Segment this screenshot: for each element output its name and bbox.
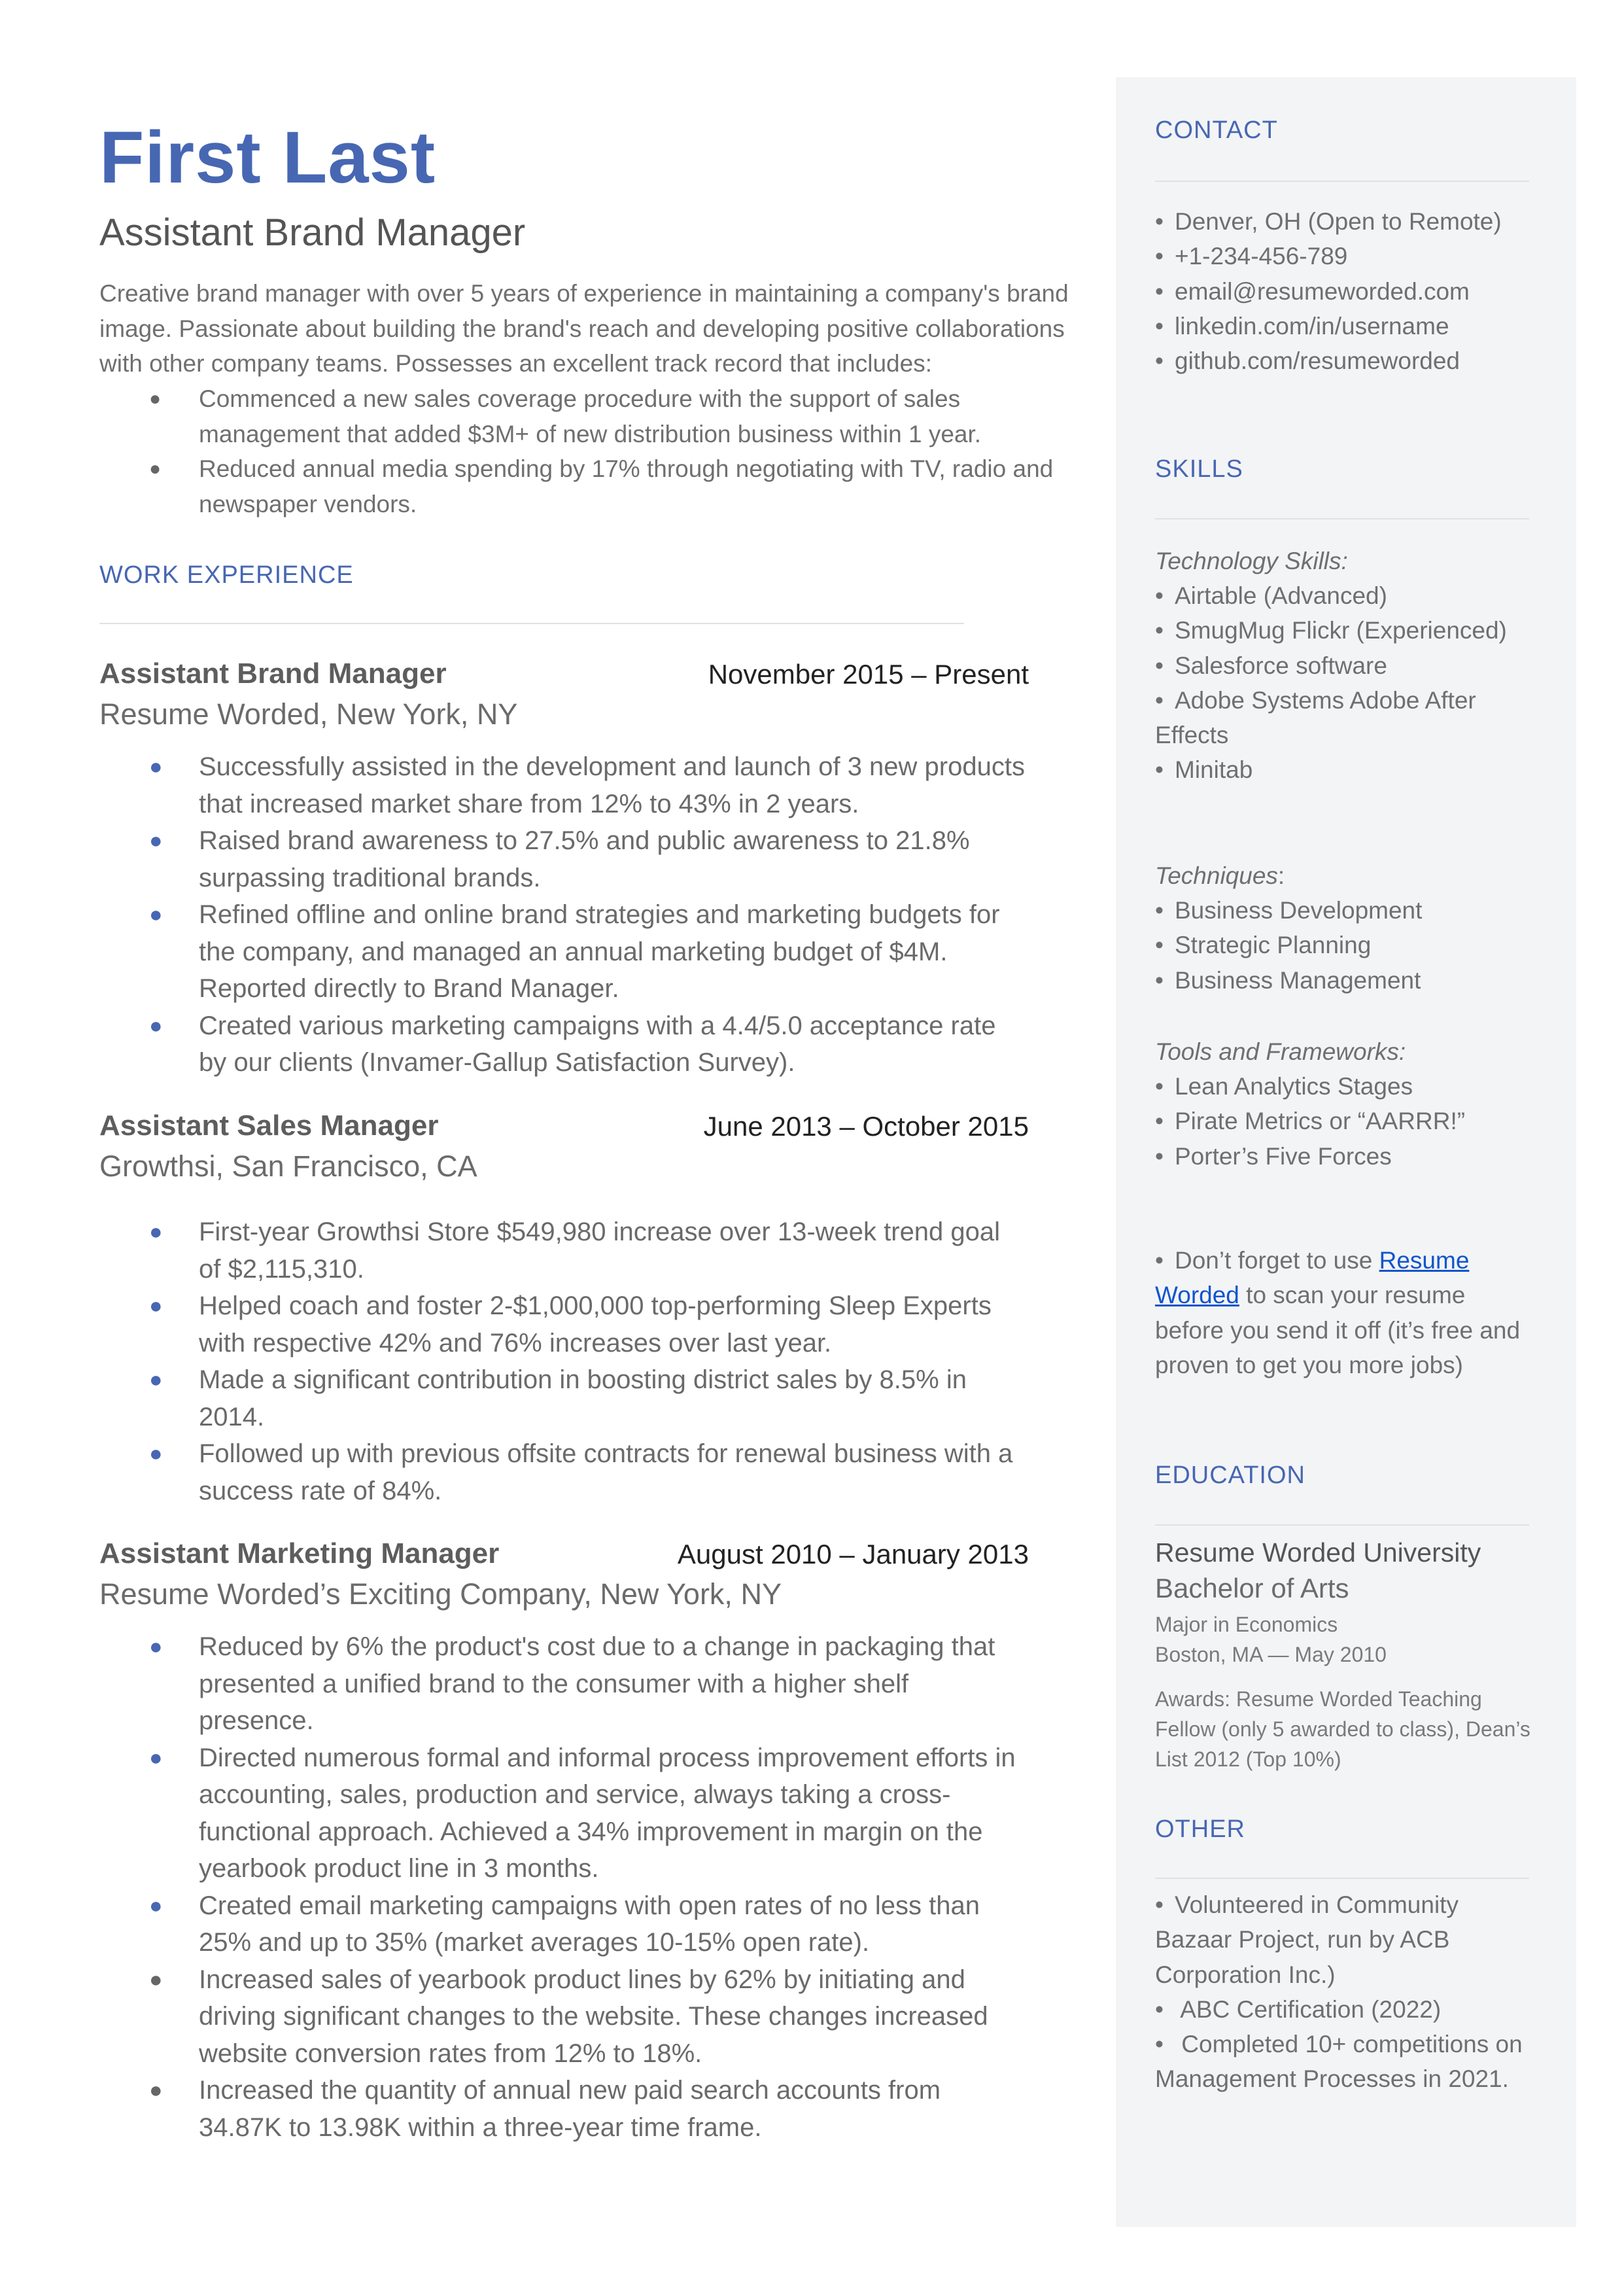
skill-item: • Business Management	[1155, 963, 1547, 998]
job-bullets	[99, 1214, 1028, 1509]
skill-item: • SmugMug Flickr (Experienced)	[1155, 613, 1547, 648]
job-bullet: ● Raised brand awareness to 27.5% and public awareness to 21.8% surpassing traditional brands.	[99, 822, 1028, 896]
job-company: Growthsi, San Francisco, CA	[99, 1149, 477, 1183]
contact-heading: CONTACT	[1155, 116, 1278, 144]
bullet-icon: •	[1155, 277, 1164, 305]
bullet-icon: ●	[149, 388, 162, 410]
bullet-icon: ●	[149, 1967, 163, 1992]
job-bullet: ● Created various marketing campaigns with a 4.4/5.0 acceptance rate by our clients (Invamer-Gallup Satisfaction Survey).	[99, 1007, 1028, 1081]
bullet-icon: •	[1155, 966, 1164, 994]
bullet-icon: •	[1155, 932, 1164, 959]
bullet-icon: •	[1155, 1142, 1164, 1170]
job-bullet: ● Reduced by 6% the product's cost due to a change in packaging that presented a unified brand to the consumer with a higher shelf presence.	[99, 1628, 1028, 1740]
tools-label: Tools and Frameworks:	[1155, 1038, 1406, 1065]
education-heading: EDUCATION	[1155, 1462, 1305, 1489]
bullet-icon: •	[1155, 652, 1164, 679]
skill-item: • Airtable (Advanced)	[1155, 578, 1547, 613]
contact-email[interactable]: • email@resumeworded.com	[1155, 274, 1547, 309]
bullet-icon: •	[1155, 243, 1164, 270]
job-title: Assistant Sales Manager	[99, 1110, 439, 1142]
education-awards: Awards: Resume Worded Teaching Fellow (only 5 awarded to class), Dean’s List 2012 (Top 10%)	[1155, 1687, 1530, 1771]
bullet-icon: •	[1155, 1108, 1164, 1135]
skill-item: • Business Development	[1155, 893, 1547, 928]
tools-list	[1155, 1069, 1547, 1174]
skill-item: • Strategic Planning	[1155, 928, 1547, 962]
section-divider	[1155, 181, 1529, 182]
job-bullets	[99, 748, 1028, 1081]
contact-location: • Denver, OH (Open to Remote)	[1155, 204, 1547, 239]
other-item: • Completed 10+ competitions on Management Processes in 2021.	[1155, 2027, 1534, 2097]
bullet-icon: •	[1155, 756, 1164, 784]
section-divider	[99, 623, 964, 624]
bullet-icon: ●	[149, 754, 163, 779]
work-experience-heading: WORK EXPERIENCE	[99, 561, 354, 589]
skill-item: • Pirate Metrics or “AARRR!”	[1155, 1104, 1547, 1138]
techniques-list	[1155, 893, 1547, 998]
bullet-icon: ●	[149, 1013, 163, 1038]
summary-highlight: ● Reduced annual media spending by 17% through negotiating with TV, radio and newspaper vendors.	[99, 451, 1080, 521]
education-school: Resume Worded University	[1155, 1537, 1481, 1568]
job-bullet: ● Created email marketing campaigns with open rates of no less than 25% and up to 35% (market averages 10-15% open rate).	[99, 1887, 1028, 1961]
section-divider	[1155, 1878, 1529, 1879]
job-bullet: ● Directed numerous formal and informal process improvement efforts in accounting, sales, production and service, always taking a cross-functional approach. Achieved a 34% improvement in margin on the yearbook product line in 3 months.	[99, 1740, 1028, 1887]
summary-highlight: ● Commenced a new sales coverage procedure with the support of sales management that added $3M+ of new distribution business within 1 year.	[99, 381, 1080, 451]
bullet-icon: ●	[149, 2078, 163, 2103]
bullet-icon: •	[1155, 686, 1164, 714]
bullet-icon: •	[1155, 1247, 1164, 1274]
contact-linkedin[interactable]: • linkedin.com/in/username	[1155, 309, 1547, 343]
skills-heading: SKILLS	[1155, 455, 1243, 483]
other-heading: OTHER	[1155, 1815, 1245, 1843]
bullet-icon: •	[1155, 1995, 1164, 2023]
job-bullets	[99, 1628, 1028, 2146]
resume-worded-link[interactable]: Resume Worded	[1155, 1247, 1470, 1309]
other-item: • Volunteered in Community Bazaar Project, run by ACB Corporation Inc.)	[1155, 1887, 1534, 1992]
contact-github[interactable]: • github.com/resumeworded	[1155, 343, 1547, 378]
bullet-icon: •	[1155, 347, 1164, 375]
skill-item: • Porter’s Five Forces	[1155, 1139, 1547, 1174]
tech-skills-list	[1155, 578, 1547, 788]
bullet-icon: •	[1155, 208, 1164, 235]
skill-item: • Adobe Systems Adobe After Effects	[1155, 683, 1521, 753]
job-bullet: ● Followed up with previous offsite contracts for renewal business with a success rate of 84%.	[99, 1435, 1028, 1509]
candidate-role: Assistant Brand Manager	[99, 211, 526, 254]
bullet-icon: ●	[149, 1441, 163, 1466]
bullet-icon: •	[1155, 582, 1164, 609]
bullet-icon: ●	[149, 1745, 163, 1770]
bullet-icon: ●	[149, 1367, 163, 1392]
contact-phone: • +1-234-456-789	[1155, 239, 1547, 273]
bullet-icon: •	[1155, 897, 1164, 924]
job-bullet: ● Increased sales of yearbook product lines by 62% by initiating and driving significant changes to the website. These changes increased website conversion rates from 12% to 18%.	[99, 1961, 1028, 2073]
bullet-icon: •	[1155, 1073, 1164, 1100]
job-title: Assistant Marketing Manager	[99, 1537, 500, 1569]
tech-skills-label: Technology Skills:	[1155, 548, 1348, 574]
bullet-icon: ●	[149, 458, 162, 480]
bullet-icon: ●	[149, 902, 163, 927]
bullet-icon: ●	[149, 1219, 163, 1244]
job-bullet: ● Made a significant contribution in boosting district sales by 8.5% in 2014.	[99, 1361, 1028, 1435]
job-dates: June 2013 – October 2015	[703, 1111, 1029, 1142]
job-title: Assistant Brand Manager	[99, 657, 447, 690]
summary-text: Creative brand manager with over 5 years of experience in maintaining a company's brand image. Passionate about building the brand's reach and developing positive collaborations with other company teams. Possesses an excellent track record that includes:	[99, 280, 1069, 377]
job-bullet: ● Successfully assisted in the development and launch of 3 new products that increased market share from 12% to 43% in 2 years.	[99, 748, 1028, 822]
section-divider	[1155, 518, 1529, 519]
job-company: Resume Worded, New York, NY	[99, 697, 518, 731]
summary-highlights	[99, 381, 1080, 521]
education-degree: Bachelor of Arts	[1155, 1573, 1349, 1603]
bullet-icon: ●	[149, 1293, 163, 1318]
job-dates: August 2010 – January 2013	[677, 1539, 1029, 1569]
section-divider	[1155, 1524, 1529, 1526]
techniques-label: Techniques:	[1155, 862, 1285, 889]
skill-item: • Lean Analytics Stages	[1155, 1069, 1547, 1104]
skill-item: • Minitab	[1155, 752, 1547, 787]
bullet-icon: ●	[149, 828, 163, 853]
contact-list	[1155, 204, 1547, 378]
education-location-date: Boston, MA — May 2010	[1155, 1643, 1387, 1666]
job-bullet: ● Helped coach and foster 2-$1,000,000 top-performing Sleep Experts with respective 42% and 76% increases over last year.	[99, 1288, 1028, 1361]
job-dates: November 2015 – Present	[708, 659, 1029, 690]
bullet-icon: ●	[149, 1893, 163, 1918]
bullet-icon: •	[1155, 617, 1164, 644]
job-bullet: ● First-year Growthsi Store $549,980 increase over 13-week trend goal of $2,115,310.	[99, 1214, 1028, 1288]
bullet-icon: ●	[149, 1634, 163, 1659]
other-list	[1155, 1887, 1534, 2097]
bullet-icon: •	[1155, 2031, 1164, 2058]
education-major: Major in Economics	[1155, 1613, 1338, 1636]
resume-tip: • Don’t forget to use Resume Worded to scan your resume before you send it off (it’s free and proven to get you more jobs)	[1155, 1243, 1534, 1382]
bullet-icon: •	[1155, 312, 1164, 340]
skill-item: • Salesforce software	[1155, 648, 1547, 683]
other-item: • ABC Certification (2022)	[1155, 1992, 1534, 2027]
job-bullet: ● Increased the quantity of annual new paid search accounts from 34.87K to 13.98K within a three-year time frame.	[99, 2072, 1028, 2146]
job-bullet: ● Refined offline and online brand strategies and marketing budgets for the company, and managed an annual marketing budget of $4M. Reported directly to Brand Manager.	[99, 896, 1028, 1007]
candidate-name: First Last	[99, 116, 436, 198]
bullet-icon: •	[1155, 1891, 1164, 1918]
job-company: Resume Worded’s Exciting Company, New York, NY	[99, 1577, 782, 1611]
